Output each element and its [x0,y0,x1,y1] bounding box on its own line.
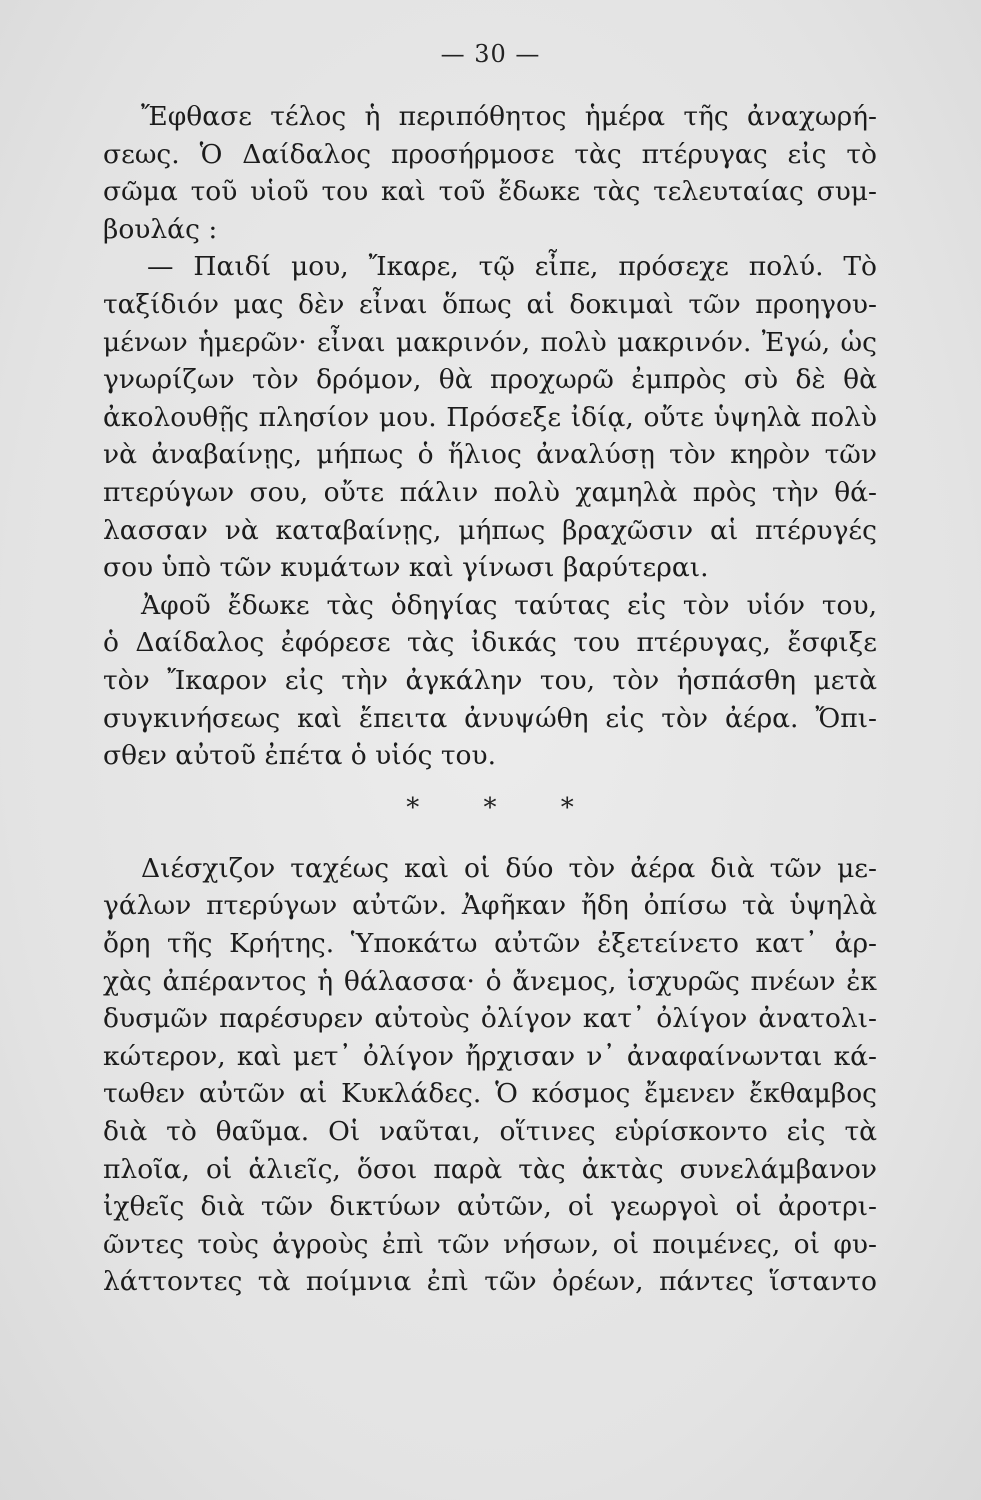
text-line: σθεν αὐτοῦ ἐπέτα ὁ υἱός του. [103,740,497,772]
text-line: βουλάς : [103,213,218,245]
text-line: λασσαν νὰ καταβαίνῃς, μήπως βραχῶσιν αἱ πτέρυγές [103,514,877,546]
text-line: ὄρη τῆς Κρήτης. Ὑποκάτω αὐτῶν ἐξετείνετο κατ᾽ ἀρ- [103,928,877,960]
text-line: μένων ἡμερῶν· εἶναι μακρινόν, πολὺ μακρινόν. Ἐγώ, ὡς [103,326,877,358]
text-line: Διέσχιζον ταχέως καὶ οἱ δύο τὸν ἀέρα διὰ τῶν με- [141,852,877,884]
text-line: — Παιδί μου, Ἴκαρε, τῷ εἶπε, πρόσεχε πολύ. Τὸ [147,251,877,283]
text-line: κώτερον, καὶ μετ᾽ ὀλίγον ἤρχισαν ν᾽ ἀναφαίνωνται κά- [103,1040,877,1072]
asterisk-separator: * * * [406,792,602,823]
text-line: διὰ τὸ θαῦμα. Οἱ ναῦται, οἵτινες εὑρίσκοντο εἰς τὰ [103,1116,877,1148]
text-line: ἰχθεῖς διὰ τῶν δικτύων αὐτῶν, οἱ γεωργοὶ οἱ ἀροτρι- [103,1191,877,1223]
text-line: γάλων πτερύγων αὐτῶν. Ἀφῆκαν ἤδη ὀπίσω τὰ ὑψηλὰ [103,890,877,922]
text-line: πτερύγων σου, οὔτε πάλιν πολὺ χαμηλὰ πρὸς τὴν θά- [103,476,877,508]
text-line: πλοῖα, οἱ ἁλιεῖς, ὅσοι παρὰ τὰς ἀκτὰς συνελάμβανον [103,1153,877,1185]
text-line: δυσμῶν παρέσυρεν αὐτοὺς ὀλίγον κατ᾽ ὀλίγον ἀνατολι- [103,1003,877,1035]
text-line: σεως. Ὁ Δαίδαλος προσήρμοσε τὰς πτέρυγας εἰς τὸ [103,138,877,170]
text-line: σου ὑπὸ τῶν κυμάτων καὶ γίνωσι βαρύτεραι. [103,552,709,584]
text-line: Ἀφοῦ ἔδωκε τὰς ὁδηγίας ταύτας εἰς τὸν υἱόν του, [141,589,877,621]
text-line: συγκινήσεως καὶ ἔπειτα ἀνυψώθη εἰς τὸν ἀέρα. Ὄπι- [103,702,877,734]
text-body [103,98,877,1301]
text-line: ῶντες τοὺς ἀγροὺς ἐπὶ τῶν νήσων, οἱ ποιμένες, οἱ φυ- [103,1228,877,1260]
text-line: γνωρίζων τὸν δρόμον, θὰ προχωρῶ ἐμπρὸς σὺ δὲ θὰ [103,364,877,396]
text-line: τωθεν αὐτῶν αἱ Κυκλάδες. Ὁ κόσμος ἔμενεν ἔκθαμβος [103,1078,877,1110]
text-line: ἀκολουθῇς πλησίον μου. Πρόσεξε ἰδίᾳ, οὔτε ὑψηλὰ πολὺ [103,401,877,433]
text-line: χὰς ἀπέραντος ἡ θάλασσα· ὁ ἄνεμος, ἰσχυρῶς πνέων ἐκ [103,965,877,997]
page-number: — 30 — [440,40,541,68]
text-line: τὸν Ἴκαρον εἰς τὴν ἀγκάλην του, τὸν ἠσπάσθη μετὰ [103,664,877,696]
text-line: σῶμα τοῦ υἱοῦ του καὶ τοῦ ἔδωκε τὰς τελευταίας συμ- [103,176,877,208]
section-separator [103,775,877,850]
text-line: Ἔφθασε τέλος ἡ περιπόθητος ἡμέρα τῆς ἀναχωρή- [141,101,877,132]
text-line: λάττοντες τὰ ποίμνια ἐπὶ τῶν ὀρέων, πάντες ἵσταντο [103,1266,877,1298]
text-line: νὰ ἀναβαίνῃς, μήπως ὁ ἥλιος ἀναλύσῃ τὸν κηρὸν τῶν [103,439,877,471]
text-line: ὁ Δαίδαλος ἐφόρεσε τὰς ἰδικάς του πτέρυγας, ἔσφιξε [103,627,877,659]
text-line: ταξίδιόν μας δὲν εἶναι ὅπως αἱ δοκιμαὶ τῶν προηγου- [103,288,877,320]
